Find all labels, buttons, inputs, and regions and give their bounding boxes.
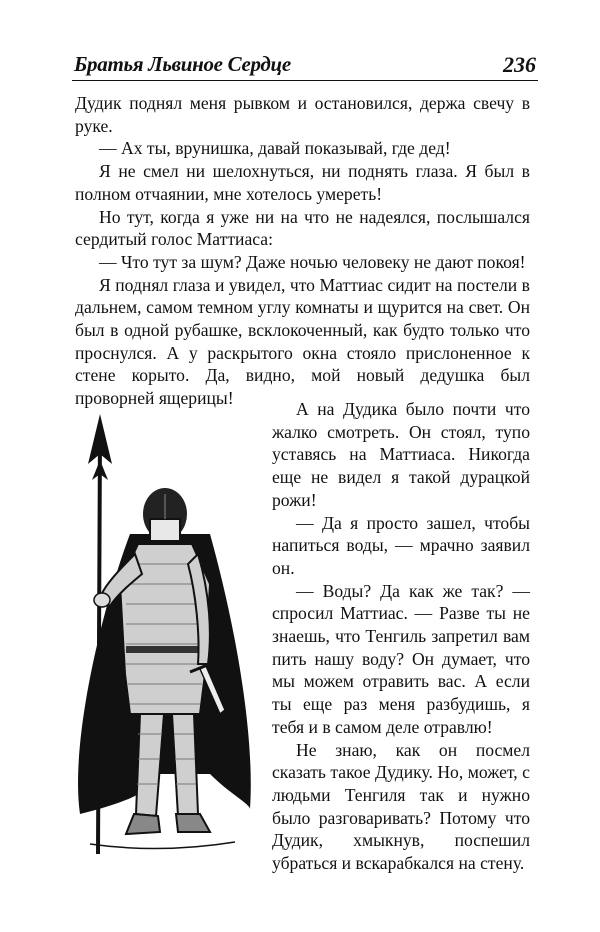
running-header (72, 52, 538, 81)
paragraph: А на Дудика было почти что жалко смотреть. Он стоял, тупо уставясь на Маттиаса. Никогда еще не видел я такой дурацкой рожи! (272, 399, 530, 510)
running-title: Братья Львиное Сердце (74, 52, 291, 76)
paragraph: — Ах ты, врунишка, давай показывай, где дед! (99, 138, 451, 159)
paragraph: — Воды? Да как же так? — спросил Маттиас. — Разве ты не знаешь, что Тенгиль запретил вам пить нашу воду? Он думает, что мы можем отравить вас. А если ты еще раз меня разбудишь, я тебя и в самом деле отравлю! (272, 580, 530, 737)
knight-illustration (60, 414, 260, 884)
paragraph: Не знаю, как он посмел сказать такое Дудику. Но, может, с людьми Тенгиля так и нужно было разговаривать? Потому что Дудик, хмыкнув, поспешил убраться и вскарабкался на стену. (272, 739, 530, 874)
paragraph: Но тут, когда я уже ни на что не надеялся, послышался сердитый голос Маттиаса: (75, 206, 530, 250)
paragraph: — Что тут за шум? Даже ночью человеку не дают покоя! (99, 251, 526, 272)
paragraph: — Да я просто зашел, чтобы напиться воды, — мрачно заявил он. (272, 512, 530, 578)
body-text (75, 92, 530, 410)
paragraph: Дудик поднял меня рывком и остановился, держа свечу в руке. (75, 93, 530, 136)
paragraph: Я не смел ни шелохнуться, ни поднять глаза. Я был в полном отчаянии, мне хотелось умереть! (75, 161, 530, 204)
text-column-beside-illustration (272, 398, 530, 875)
page-number: 236 (503, 52, 536, 77)
paragraph: Я поднял глаза и увидел, что Маттиас сидит на постели в дальнем, самом темном углу комнаты и щурится на свет. Он был в одной рубашке, всклокоченный, как будто только что проснулся. А у раскрытого окна стояло прислоненное к стене корыто. Да, видно, мой новый дедушка был проворней ящерицы! (75, 274, 530, 409)
